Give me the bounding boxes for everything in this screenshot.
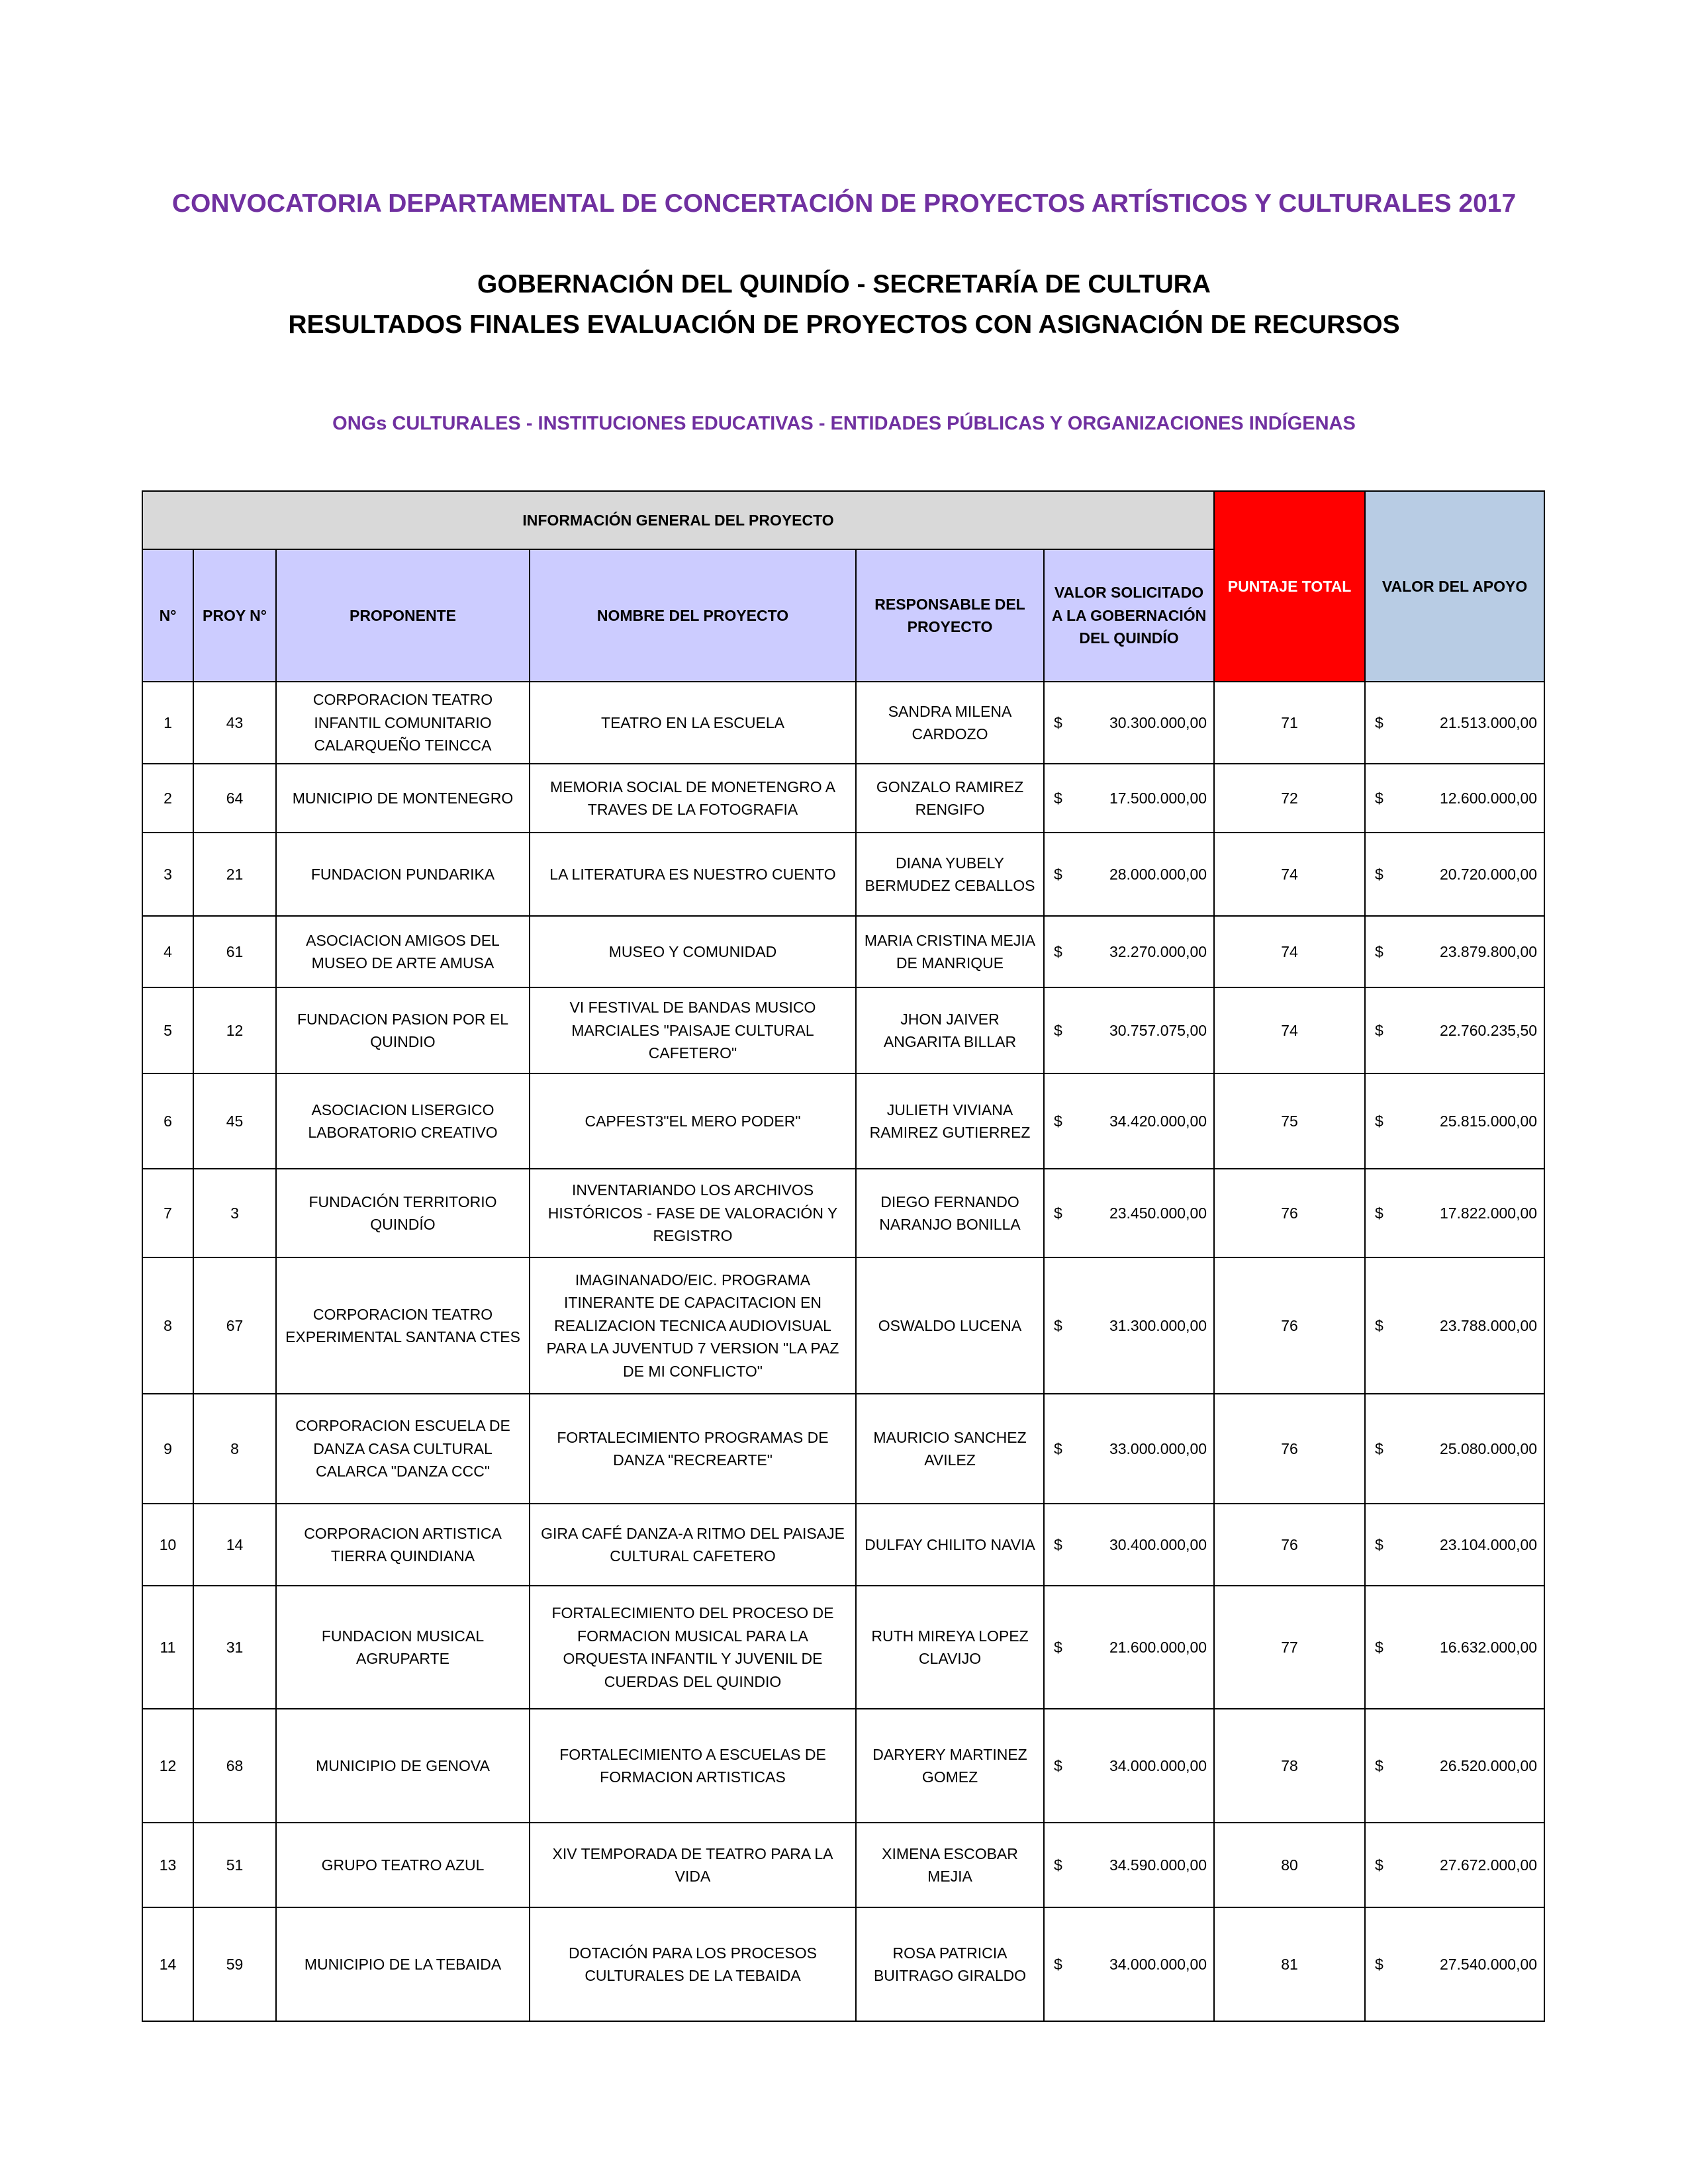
cell-responsable: JHON JAIVER ANGARITA BILLAR xyxy=(856,987,1044,1073)
table-row xyxy=(142,1169,1544,1257)
currency-symbol: $ xyxy=(1054,1535,1062,1553)
amount-value: 17.500.000,00 xyxy=(1109,789,1207,807)
amount-value: 21.600.000,00 xyxy=(1109,1638,1207,1656)
cell-responsable: DARYERY MARTINEZ GOMEZ xyxy=(856,1709,1044,1823)
table-group-header-row xyxy=(142,491,1544,549)
currency-symbol: $ xyxy=(1375,1638,1383,1656)
cell-responsable: GONZALO RAMIREZ RENGIFO xyxy=(856,764,1044,833)
amount-value: 34.590.000,00 xyxy=(1109,1856,1207,1874)
cell-responsable: RUTH MIREYA LOPEZ CLAVIJO xyxy=(856,1586,1044,1709)
cell-proponente: ASOCIACION LISERGICO LABORATORIO CREATIVO xyxy=(276,1073,530,1169)
currency-symbol: $ xyxy=(1054,1756,1062,1774)
amount-value: 21.513.000,00 xyxy=(1439,713,1538,731)
cell-responsable: MARIA CRISTINA MEJIA DE MANRIQUE xyxy=(856,916,1044,987)
amount-value: 33.000.000,00 xyxy=(1109,1439,1207,1457)
cell-proy-n: 67 xyxy=(193,1257,276,1394)
results-table xyxy=(142,490,1545,2022)
cell-valor-solicitado xyxy=(1044,1907,1214,2021)
cell-proponente: MUNICIPIO DE GENOVA xyxy=(276,1709,530,1823)
cell-responsable: OSWALDO LUCENA xyxy=(856,1257,1044,1394)
cell-nombre-proyecto: TEATRO EN LA ESCUELA xyxy=(530,682,856,764)
cell-valor-apoyo xyxy=(1365,1823,1544,1907)
cell-responsable: DIANA YUBELY BERMUDEZ CEBALLOS xyxy=(856,833,1044,916)
cell-proy-n: 61 xyxy=(193,916,276,987)
table-row xyxy=(142,1709,1544,1823)
cell-n: 9 xyxy=(142,1394,193,1504)
cell-valor-solicitado xyxy=(1044,833,1214,916)
header-puntaje-total: PUNTAJE TOTAL xyxy=(1214,491,1365,682)
cell-n: 2 xyxy=(142,764,193,833)
amount-value: 34.000.000,00 xyxy=(1109,1955,1207,1973)
cell-puntaje: 71 xyxy=(1214,682,1365,764)
header-proy-n: PROY N° xyxy=(193,549,276,682)
cell-nombre-proyecto: CAPFEST3"EL MERO PODER" xyxy=(530,1073,856,1169)
cell-n: 5 xyxy=(142,987,193,1073)
cell-responsable: MAURICIO SANCHEZ AVILEZ xyxy=(856,1394,1044,1504)
cell-proponente: FUNDACION PUNDARIKA xyxy=(276,833,530,916)
cell-valor-solicitado xyxy=(1044,682,1214,764)
table-row xyxy=(142,1823,1544,1907)
cell-proy-n: 68 xyxy=(193,1709,276,1823)
cell-proy-n: 59 xyxy=(193,1907,276,2021)
table-row xyxy=(142,987,1544,1073)
cell-puntaje: 75 xyxy=(1214,1073,1365,1169)
currency-symbol: $ xyxy=(1054,1638,1062,1656)
header-valor-solicitado: VALOR SOLICITADO A LA GOBERNACIÓN DEL QUINDÍO xyxy=(1044,549,1214,682)
amount-value: 23.788.000,00 xyxy=(1439,1316,1538,1334)
header-n: N° xyxy=(142,549,193,682)
cell-nombre-proyecto: VI FESTIVAL DE BANDAS MUSICO MARCIALES "PAISAJE CULTURAL CAFETERO" xyxy=(530,987,856,1073)
cell-valor-apoyo xyxy=(1365,1709,1544,1823)
cell-proy-n: 14 xyxy=(193,1504,276,1586)
cell-valor-apoyo xyxy=(1365,833,1544,916)
currency-symbol: $ xyxy=(1375,1955,1383,1973)
cell-valor-apoyo xyxy=(1365,1504,1544,1586)
currency-symbol: $ xyxy=(1054,1204,1062,1222)
cell-responsable: DIEGO FERNANDO NARANJO BONILLA xyxy=(856,1169,1044,1257)
cell-nombre-proyecto: FORTALECIMIENTO PROGRAMAS DE DANZA "RECREARTE" xyxy=(530,1394,856,1504)
cell-n: 7 xyxy=(142,1169,193,1257)
amount-value: 34.000.000,00 xyxy=(1109,1756,1207,1774)
header-valor-apoyo: VALOR DEL APOYO xyxy=(1365,491,1544,682)
currency-symbol: $ xyxy=(1375,1439,1383,1457)
cell-valor-solicitado xyxy=(1044,1709,1214,1823)
cell-responsable: XIMENA ESCOBAR MEJIA xyxy=(856,1823,1044,1907)
currency-symbol: $ xyxy=(1054,713,1062,731)
amount-value: 27.672.000,00 xyxy=(1439,1856,1538,1874)
cell-puntaje: 77 xyxy=(1214,1586,1365,1709)
cell-proponente: MUNICIPIO DE LA TEBAIDA xyxy=(276,1907,530,2021)
cell-valor-apoyo xyxy=(1365,1907,1544,2021)
cell-responsable: ROSA PATRICIA BUITRAGO GIRALDO xyxy=(856,1907,1044,2021)
amount-value: 27.540.000,00 xyxy=(1439,1955,1538,1973)
cell-proy-n: 43 xyxy=(193,682,276,764)
cell-proy-n: 64 xyxy=(193,764,276,833)
table-row xyxy=(142,682,1544,764)
cell-responsable: JULIETH VIVIANA RAMIREZ GUTIERREZ xyxy=(856,1073,1044,1169)
amount-value: 32.270.000,00 xyxy=(1109,942,1207,960)
amount-value: 17.822.000,00 xyxy=(1439,1204,1538,1222)
table-row xyxy=(142,916,1544,987)
cell-nombre-proyecto: FORTALECIMIENTO A ESCUELAS DE FORMACION ARTISTICAS xyxy=(530,1709,856,1823)
amount-value: 23.450.000,00 xyxy=(1109,1204,1207,1222)
cell-proponente: CORPORACION ESCUELA DE DANZA CASA CULTURAL CALARCA "DANZA CCC" xyxy=(276,1394,530,1504)
group-header-general-info: INFORMACIÓN GENERAL DEL PROYECTO xyxy=(142,491,1214,549)
currency-symbol: $ xyxy=(1054,1021,1062,1039)
cell-proponente: CORPORACION TEATRO INFANTIL COMUNITARIO CALARQUEÑO TEINCCA xyxy=(276,682,530,764)
cell-valor-apoyo xyxy=(1365,1169,1544,1257)
amount-value: 34.420.000,00 xyxy=(1109,1112,1207,1130)
cell-valor-apoyo xyxy=(1365,764,1544,833)
cell-valor-apoyo xyxy=(1365,1073,1544,1169)
amount-value: 23.104.000,00 xyxy=(1439,1535,1538,1553)
table-row xyxy=(142,1586,1544,1709)
cell-proy-n: 51 xyxy=(193,1823,276,1907)
cell-valor-apoyo xyxy=(1365,916,1544,987)
cell-proy-n: 8 xyxy=(193,1394,276,1504)
cell-proy-n: 45 xyxy=(193,1073,276,1169)
cell-puntaje: 81 xyxy=(1214,1907,1365,2021)
cell-n: 1 xyxy=(142,682,193,764)
cell-valor-solicitado xyxy=(1044,1586,1214,1709)
cell-n: 11 xyxy=(142,1586,193,1709)
amount-value: 12.600.000,00 xyxy=(1439,789,1538,807)
cell-proy-n: 12 xyxy=(193,987,276,1073)
cell-proponente: CORPORACION ARTISTICA TIERRA QUINDIANA xyxy=(276,1504,530,1586)
table-row xyxy=(142,833,1544,916)
cell-puntaje: 74 xyxy=(1214,987,1365,1073)
cell-nombre-proyecto: GIRA CAFÉ DANZA-A RITMO DEL PAISAJE CULTURAL CAFETERO xyxy=(530,1504,856,1586)
cell-puntaje: 76 xyxy=(1214,1257,1365,1394)
amount-value: 30.300.000,00 xyxy=(1109,713,1207,731)
cell-valor-solicitado xyxy=(1044,1169,1214,1257)
currency-symbol: $ xyxy=(1375,713,1383,731)
header-proponente: PROPONENTE xyxy=(276,549,530,682)
currency-symbol: $ xyxy=(1375,1204,1383,1222)
cell-valor-apoyo xyxy=(1365,1394,1544,1504)
amount-value: 25.815.000,00 xyxy=(1439,1112,1538,1130)
cell-valor-solicitado xyxy=(1044,987,1214,1073)
header-nombre-proyecto: NOMBRE DEL PROYECTO xyxy=(530,549,856,682)
cell-puntaje: 74 xyxy=(1214,833,1365,916)
amount-value: 20.720.000,00 xyxy=(1439,865,1538,883)
cell-puntaje: 76 xyxy=(1214,1504,1365,1586)
cell-puntaje: 78 xyxy=(1214,1709,1365,1823)
cell-proponente: MUNICIPIO DE MONTENEGRO xyxy=(276,764,530,833)
amount-value: 30.400.000,00 xyxy=(1109,1535,1207,1553)
currency-symbol: $ xyxy=(1054,789,1062,807)
cell-n: 8 xyxy=(142,1257,193,1394)
currency-symbol: $ xyxy=(1375,865,1383,883)
currency-symbol: $ xyxy=(1375,1021,1383,1039)
document-title: CONVOCATORIA DEPARTAMENTAL DE CONCERTACIÓN DE PROYECTOS ARTÍSTICOS Y CULTURALES 2017 xyxy=(171,189,1517,218)
cell-valor-solicitado xyxy=(1044,916,1214,987)
cell-proponente: GRUPO TEATRO AZUL xyxy=(276,1823,530,1907)
amount-value: 30.757.075,00 xyxy=(1109,1021,1207,1039)
cell-valor-apoyo xyxy=(1365,682,1544,764)
cell-n: 3 xyxy=(142,833,193,916)
cell-n: 6 xyxy=(142,1073,193,1169)
currency-symbol: $ xyxy=(1054,865,1062,883)
table-row xyxy=(142,1394,1544,1504)
cell-nombre-proyecto: FORTALECIMIENTO DEL PROCESO DE FORMACION MUSICAL PARA LA ORQUESTA INFANTIL Y JUVENIL DE CUERDAS DEL QUINDIO xyxy=(530,1586,856,1709)
cell-valor-solicitado xyxy=(1044,1823,1214,1907)
cell-valor-solicitado xyxy=(1044,1073,1214,1169)
cell-nombre-proyecto: MUSEO Y COMUNIDAD xyxy=(530,916,856,987)
table-body xyxy=(142,682,1544,2021)
document-category: ONGs CULTURALES - INSTITUCIONES EDUCATIVAS - ENTIDADES PÚBLICAS Y ORGANIZACIONES INDÍGENAS xyxy=(332,413,1356,434)
header-responsable: RESPONSABLE DEL PROYECTO xyxy=(856,549,1044,682)
currency-symbol: $ xyxy=(1375,1756,1383,1774)
cell-proponente: FUNDACION MUSICAL AGRUPARTE xyxy=(276,1586,530,1709)
cell-nombre-proyecto: INVENTARIANDO LOS ARCHIVOS HISTÓRICOS - FASE DE VALORACIÓN Y REGISTRO xyxy=(530,1169,856,1257)
cell-puntaje: 80 xyxy=(1214,1823,1365,1907)
amount-value: 25.080.000,00 xyxy=(1439,1439,1538,1457)
cell-puntaje: 72 xyxy=(1214,764,1365,833)
cell-proy-n: 21 xyxy=(193,833,276,916)
cell-valor-solicitado xyxy=(1044,1257,1214,1394)
cell-valor-solicitado xyxy=(1044,1394,1214,1504)
currency-symbol: $ xyxy=(1054,1112,1062,1130)
amount-value: 16.632.000,00 xyxy=(1439,1638,1538,1656)
currency-symbol: $ xyxy=(1054,1439,1062,1457)
cell-nombre-proyecto: XIV TEMPORADA DE TEATRO PARA LA VIDA xyxy=(530,1823,856,1907)
cell-valor-solicitado xyxy=(1044,764,1214,833)
currency-symbol: $ xyxy=(1375,1535,1383,1553)
currency-symbol: $ xyxy=(1375,942,1383,960)
amount-value: 23.879.800,00 xyxy=(1439,942,1538,960)
table-row xyxy=(142,1073,1544,1169)
currency-symbol: $ xyxy=(1375,1112,1383,1130)
amount-value: 22.760.235,50 xyxy=(1439,1021,1538,1039)
cell-responsable: DULFAY CHILITO NAVIA xyxy=(856,1504,1044,1586)
cell-nombre-proyecto: MEMORIA SOCIAL DE MONETENGRO A TRAVES DE LA FOTOGRAFIA xyxy=(530,764,856,833)
cell-nombre-proyecto: LA LITERATURA ES NUESTRO CUENTO xyxy=(530,833,856,916)
cell-valor-solicitado xyxy=(1044,1504,1214,1586)
currency-symbol: $ xyxy=(1054,942,1062,960)
cell-n: 14 xyxy=(142,1907,193,2021)
currency-symbol: $ xyxy=(1054,1316,1062,1334)
cell-n: 10 xyxy=(142,1504,193,1586)
cell-responsable: SANDRA MILENA CARDOZO xyxy=(856,682,1044,764)
amount-value: 31.300.000,00 xyxy=(1109,1316,1207,1334)
cell-puntaje: 76 xyxy=(1214,1394,1365,1504)
table-row xyxy=(142,1907,1544,2021)
document-subtitle-entity: GOBERNACIÓN DEL QUINDÍO - SECRETARÍA DE CULTURA xyxy=(477,270,1211,298)
cell-puntaje: 76 xyxy=(1214,1169,1365,1257)
cell-proy-n: 31 xyxy=(193,1586,276,1709)
currency-symbol: $ xyxy=(1054,1856,1062,1874)
cell-n: 4 xyxy=(142,916,193,987)
cell-proponente: FUNDACION PASION POR EL QUINDIO xyxy=(276,987,530,1073)
table-row xyxy=(142,764,1544,833)
cell-proponente: CORPORACION TEATRO EXPERIMENTAL SANTANA CTES xyxy=(276,1257,530,1394)
cell-valor-apoyo xyxy=(1365,987,1544,1073)
amount-value: 26.520.000,00 xyxy=(1439,1756,1538,1774)
currency-symbol: $ xyxy=(1054,1955,1062,1973)
cell-proponente: FUNDACIÓN TERRITORIO QUINDÍO xyxy=(276,1169,530,1257)
cell-n: 13 xyxy=(142,1823,193,1907)
cell-valor-apoyo xyxy=(1365,1586,1544,1709)
document-subtitle-results: RESULTADOS FINALES EVALUACIÓN DE PROYECTOS CON ASIGNACIÓN DE RECURSOS xyxy=(288,310,1400,339)
cell-puntaje: 74 xyxy=(1214,916,1365,987)
cell-valor-apoyo xyxy=(1365,1257,1544,1394)
amount-value: 28.000.000,00 xyxy=(1109,865,1207,883)
currency-symbol: $ xyxy=(1375,1316,1383,1334)
currency-symbol: $ xyxy=(1375,789,1383,807)
cell-nombre-proyecto: DOTACIÓN PARA LOS PROCESOS CULTURALES DE LA TEBAIDA xyxy=(530,1907,856,2021)
currency-symbol: $ xyxy=(1375,1856,1383,1874)
table-row xyxy=(142,1257,1544,1394)
cell-nombre-proyecto: IMAGINANADO/EIC. PROGRAMA ITINERANTE DE CAPACITACION EN REALIZACION TECNICA AUDIOVISUAL PARA LA JUVENTUD 7 VERSION "LA PAZ DE MI CONFLICTO" xyxy=(530,1257,856,1394)
table-row xyxy=(142,1504,1544,1586)
cell-n: 12 xyxy=(142,1709,193,1823)
cell-proy-n: 3 xyxy=(193,1169,276,1257)
cell-proponente: ASOCIACION AMIGOS DEL MUSEO DE ARTE AMUSA xyxy=(276,916,530,987)
